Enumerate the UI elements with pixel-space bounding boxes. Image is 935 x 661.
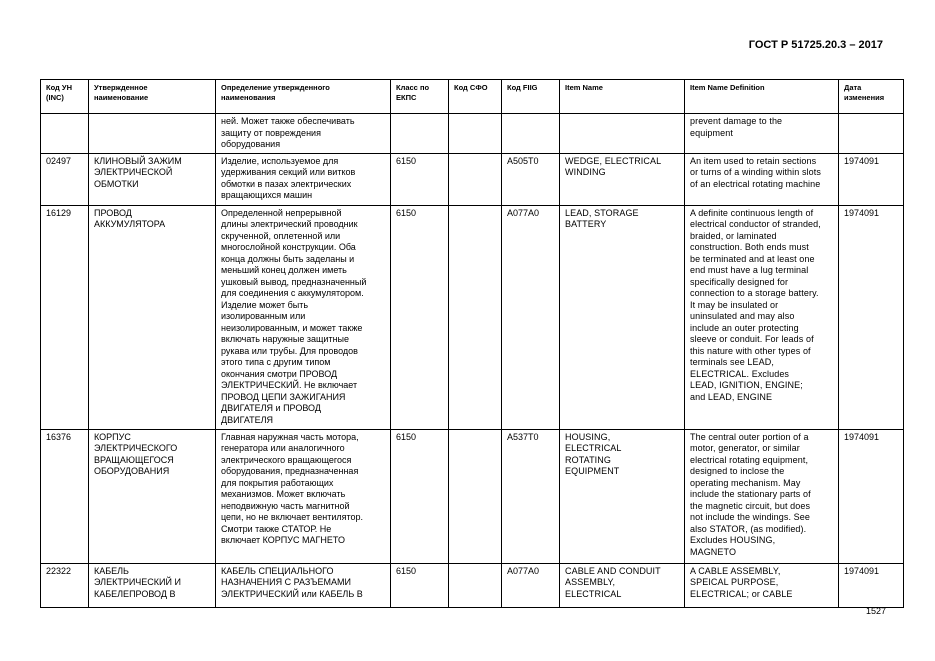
cell-date: 1974091: [839, 153, 904, 205]
cell-item-definition: A definite continuous length of electrical conductor of stranded, braided, or laminated construction. Both ends must be terminated and at least one end must have a lug terminal specifically designed for connection to a storage battery. It may be insulated or uninsulated and may also include an outer protecting sleeve or conduit. For leads of this nature with other types of terminals see LEAD, ELECTRICAL. Excludes LEAD, IGNITION, ENGINE; and LEAD, ENGINE: [685, 205, 839, 429]
cell-code: [41, 114, 89, 154]
cell-name: ПРОВОД АККУМУЛЯТОРА: [89, 205, 216, 429]
col-header-fiig: Код FIIG: [502, 80, 560, 114]
cell-sfo: [449, 114, 502, 154]
cell-class: 6150: [391, 563, 449, 607]
cell-date: [839, 114, 904, 154]
cell-sfo: [449, 429, 502, 563]
items-table: [40, 79, 904, 608]
cell-definition: КАБЕЛЬ СПЕЦИАЛЬНОГО НАЗНАЧЕНИЯ С РАЗЪЕМАМИ ЭЛЕКТРИЧЕСКИЙ или КАБЕЛЬ В: [216, 563, 391, 607]
cell-code: 02497: [41, 153, 89, 205]
cell-date: 1974091: [839, 563, 904, 607]
table-row: [41, 563, 904, 607]
cell-definition: ней. Может также обеспечивать защиту от повреждения оборудования: [216, 114, 391, 154]
cell-definition: Определенной непрерывной длины электрический проводник скрученной, оплетенной или многослойной конструкции. Оба конца должны быть заделаны и меньший конец должен иметь ушковый вывод, предназначенный для соединения с аккумулятором. Изделие может быть изолированным или неизолированным, и может также включать наружные защитные рукава или трубы. Для проводов этого типа с другим типом окончания смотри ПРОВОД ЭЛЕКТРИЧЕСКИЙ. Не включает ПРОВОД ЦЕПИ ЗАЖИГАНИЯ ДВИГАТЕЛЯ и ПРОВОД ДВИГАТЕЛЯ: [216, 205, 391, 429]
cell-fiig: A537T0: [502, 429, 560, 563]
cell-item-definition: The central outer portion of a motor, generator, or similar electrical rotating equipment, designed to inclose the operating mechanism. May include the stationary parts of the magnetic circuit, but does not include the windings. See also STATOR, (as modified). Excludes HOUSING, MAGNETO: [685, 429, 839, 563]
cell-class: [391, 114, 449, 154]
cell-date: 1974091: [839, 205, 904, 429]
cell-date: 1974091: [839, 429, 904, 563]
table-row: [41, 205, 904, 429]
table-row: [41, 114, 904, 154]
col-header-sfo: Код СФО: [449, 80, 502, 114]
cell-item-name: CABLE AND CONDUIT ASSEMBLY, ELECTRICAL: [560, 563, 685, 607]
cell-fiig: A077A0: [502, 205, 560, 429]
cell-name: КАБЕЛЬ ЭЛЕКТРИЧЕСКИЙ И КАБЕЛЕПРОВОД В: [89, 563, 216, 607]
cell-class: 6150: [391, 205, 449, 429]
cell-item-name: LEAD, STORAGE BATTERY: [560, 205, 685, 429]
col-header-date: Дата изменения: [839, 80, 904, 114]
cell-fiig: A077A0: [502, 563, 560, 607]
table-row: [41, 429, 904, 563]
cell-fiig: [502, 114, 560, 154]
cell-item-definition: prevent damage to the equipment: [685, 114, 839, 154]
col-header-name: Утвержденное наименование: [89, 80, 216, 114]
cell-code: 16376: [41, 429, 89, 563]
cell-code: 16129: [41, 205, 89, 429]
document-header: ГОСТ Р 51725.20.3 – 2017: [748, 39, 883, 51]
table-header-row: [41, 80, 904, 114]
cell-name: [89, 114, 216, 154]
cell-item-name: HOUSING, ELECTRICAL ROTATING EQUIPMENT: [560, 429, 685, 563]
page-number: 1527: [866, 606, 887, 616]
table-row: [41, 153, 904, 205]
cell-item-definition: An item used to retain sections or turns of a winding within slots of an electrical rotating machine: [685, 153, 839, 205]
cell-sfo: [449, 563, 502, 607]
cell-sfo: [449, 153, 502, 205]
cell-item-name: [560, 114, 685, 154]
cell-code: 22322: [41, 563, 89, 607]
cell-class: 6150: [391, 153, 449, 205]
cell-definition: Главная наружная часть мотора, генератора или аналогичного электрического вращающегося оборудования, предназначенная для покрытия работающих механизмов. Может включать неподвижную часть магнитной цепи, но не включает вентилятор. Смотри также СТАТОР. Не включает КОРПУС МАГНЕТО: [216, 429, 391, 563]
cell-fiig: A505T0: [502, 153, 560, 205]
cell-name: КЛИНОВЫЙ ЗАЖИМ ЭЛЕКТРИЧЕСКОЙ ОБМОТКИ: [89, 153, 216, 205]
cell-sfo: [449, 205, 502, 429]
cell-class: 6150: [391, 429, 449, 563]
col-header-item-name: Item Name: [560, 80, 685, 114]
cell-item-definition: A CABLE ASSEMBLY, SPEICAL PURPOSE, ELECTRICAL; or CABLE: [685, 563, 839, 607]
cell-name: КОРПУС ЭЛЕКТРИЧЕСКОГО ВРАЩАЮЩЕГОСЯ ОБОРУДОВАНИЯ: [89, 429, 216, 563]
col-header-item-definition: Item Name Definition: [685, 80, 839, 114]
col-header-definition: Определение утвержденного наименования: [216, 80, 391, 114]
cell-item-name: WEDGE, ELECTRICAL WINDING: [560, 153, 685, 205]
col-header-code: Код УН (INC): [41, 80, 89, 114]
cell-definition: Изделие, используемое для удерживания секций или витков обмотки в пазах электрических вращающихся машин: [216, 153, 391, 205]
col-header-class: Класс по ЕКПС: [391, 80, 449, 114]
